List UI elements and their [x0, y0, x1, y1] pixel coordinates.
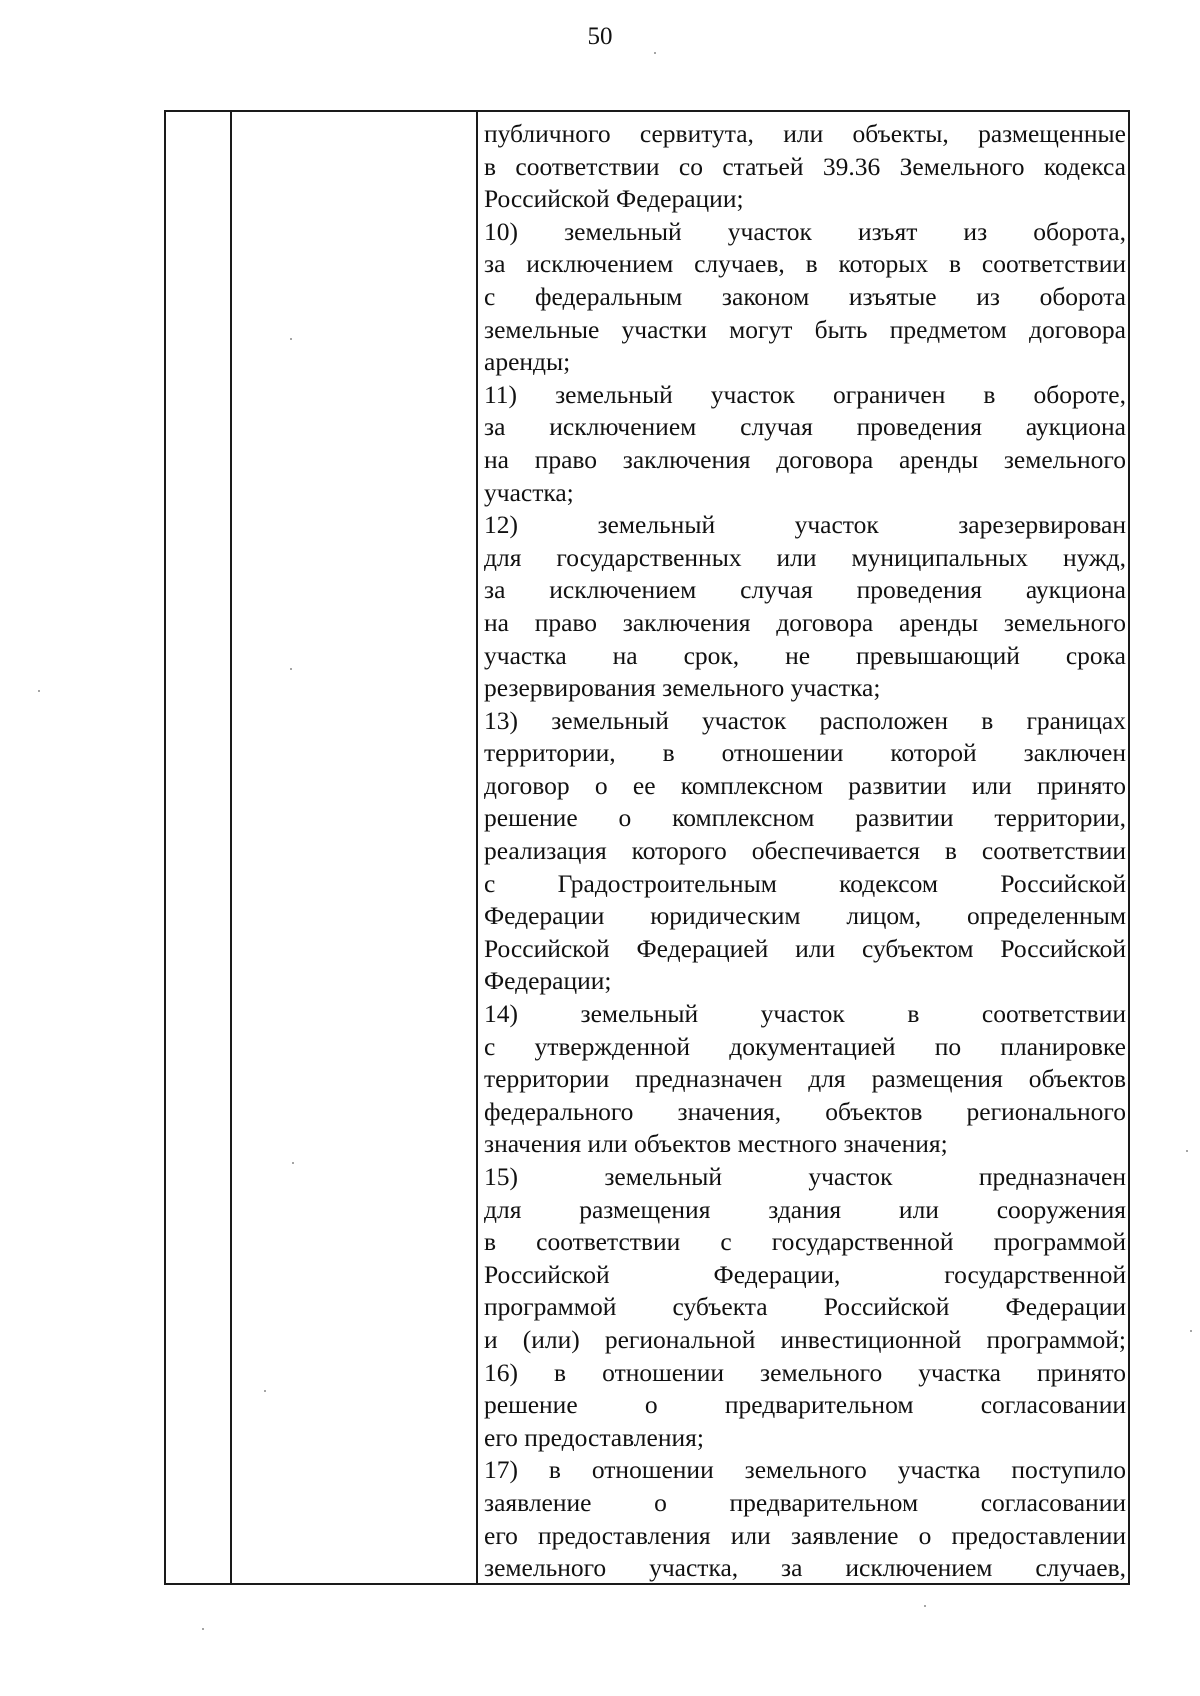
text-line: на право заключения договора аренды земельного: [484, 607, 1126, 637]
text-line: для государственных или муниципальных нужд,: [484, 542, 1126, 572]
text-line: с утвержденной документацией по планировке: [484, 1031, 1126, 1061]
text-line: участка;: [484, 477, 574, 507]
page-number: 50: [587, 23, 613, 50]
text-line: его предоставления;: [484, 1422, 704, 1452]
text-line: с Градостроительным кодексом Российской: [484, 868, 1126, 898]
text-line: в соответствии с государственной программой: [484, 1227, 1126, 1257]
text-line: договор о ее комплексном развитии или принято: [484, 770, 1126, 800]
text-line: за исключением случая проведения аукциона: [484, 575, 1126, 605]
text-line: решение о предварительном согласовании: [484, 1390, 1126, 1420]
text-line: 17) в отношении земельного участка поступило: [484, 1455, 1126, 1485]
text-line: публичного сервитута, или объекты, размещенные: [484, 119, 1126, 148]
text-line: за исключением случаев, в которых в соответствии: [484, 249, 1126, 279]
scan-speck: [292, 1162, 294, 1164]
text-line: земельного участка, за исключением случаев,: [484, 1553, 1126, 1583]
text-line: Федерации;: [484, 966, 612, 996]
scan-speck: [924, 1605, 926, 1607]
scan-speck: [1186, 1150, 1188, 1152]
text-line: на право заключения договора аренды земельного: [484, 444, 1126, 474]
text-line: земельные участки могут быть предметом договора: [484, 314, 1126, 344]
table-cell-name: [232, 112, 476, 1583]
scan-speck: [38, 690, 40, 692]
text-line: федерального значения, объектов регионального: [484, 1096, 1126, 1126]
text-line: решение о комплексном развитии территории,: [484, 803, 1126, 833]
text-line: 12) земельный участок зарезервирован: [484, 510, 1126, 540]
text-line: территории предназначен для размещения объектов: [484, 1064, 1126, 1094]
text-line: Российской Федерации;: [484, 184, 744, 214]
table-cell-text: [484, 118, 1126, 1585]
column-divider: [476, 112, 478, 1583]
scan-speck: [202, 1628, 204, 1630]
text-line: 16) в отношении земельного участка принято: [484, 1357, 1126, 1387]
scan-speck: [264, 1390, 266, 1392]
text-line: его предоставления или заявление о предоставлении: [484, 1520, 1126, 1550]
text-line: 11) земельный участок ограничен в обороте,: [484, 379, 1126, 409]
text-line: программой субъекта Российской Федерации: [484, 1292, 1126, 1322]
scan-speck: [290, 668, 292, 670]
text-line: 14) земельный участок в соответствии: [484, 999, 1126, 1029]
text-line: заявление о предварительном согласовании: [484, 1487, 1126, 1517]
text-line: Российской Федерацией или субъектом Российской: [484, 933, 1126, 963]
scan-speck: [1190, 1330, 1192, 1332]
text-line: значения или объектов местного значения;: [484, 1129, 948, 1159]
scan-speck: [654, 52, 656, 54]
text-line: с федеральным законом изъятые из оборота: [484, 281, 1126, 311]
text-line: реализация которого обеспечивается в соответствии: [484, 836, 1126, 866]
text-line: 10) земельный участок изъят из оборота,: [484, 216, 1126, 246]
text-line: участка на срок, не превышающий срока: [484, 640, 1126, 670]
text-line: аренды;: [484, 347, 571, 377]
scan-speck: [290, 338, 292, 340]
text-line: резервирования земельного участка;: [484, 673, 881, 703]
text-line: и (или) региональной инвестиционной программой;: [484, 1324, 1126, 1354]
text-line: 15) земельный участок предназначен: [484, 1162, 1126, 1191]
text-line: Российской Федерации, государственной: [484, 1259, 1126, 1289]
text-line: в соответствии со статьей 39.36 Земельного кодекса: [484, 151, 1126, 181]
text-line: Федерации юридическим лицом, определенным: [484, 901, 1126, 931]
text-line: за исключением случая проведения аукциона: [484, 412, 1126, 442]
text-line: территории, в отношении которой заключен: [484, 738, 1126, 768]
document-table: [164, 110, 1130, 1585]
table-cell-number: [166, 112, 230, 1583]
text-line: для размещения здания или сооружения: [484, 1194, 1126, 1224]
text-line: 13) земельный участок расположен в границах: [484, 705, 1126, 735]
